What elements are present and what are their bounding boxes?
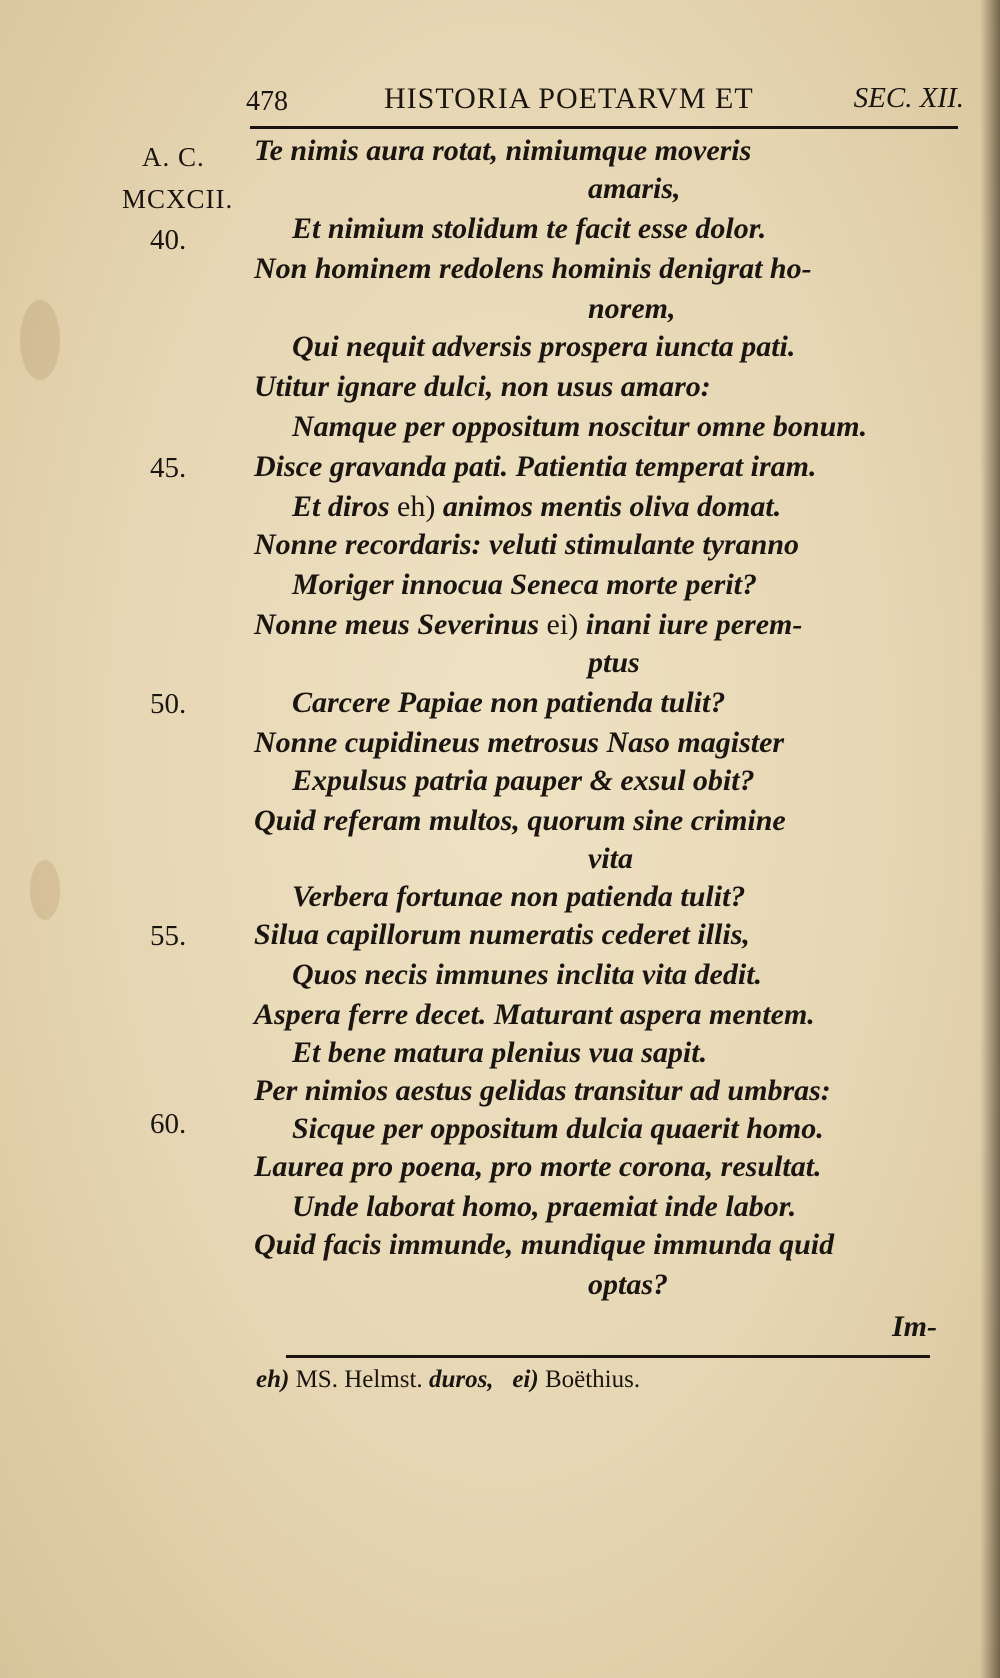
verse-line: Te nimis aura rotat, nimiumque moveris bbox=[254, 134, 752, 167]
line-number: 55. bbox=[150, 920, 187, 952]
margin-year: MCXCII. bbox=[122, 184, 234, 214]
verse-text: Nonne meus Severinus bbox=[254, 608, 540, 641]
page-number: 478 bbox=[246, 86, 288, 117]
verse-line: Et nimium stolidum te facit esse dolor. bbox=[292, 212, 767, 245]
verse-text: Et diros bbox=[292, 490, 390, 523]
paper-stain bbox=[30, 860, 60, 920]
catchword: Im- bbox=[892, 1310, 937, 1343]
footnote-rule bbox=[286, 1355, 930, 1358]
running-head bbox=[246, 80, 964, 124]
header-rule bbox=[250, 126, 958, 129]
verse-line: Disce gravanda pati. Patientia temperat iram. bbox=[254, 450, 817, 483]
verse-line: norem, bbox=[588, 292, 676, 325]
footnote-source: MS. Helmst. bbox=[295, 1366, 423, 1393]
verse-line: optas? bbox=[588, 1268, 669, 1301]
verse-line bbox=[254, 608, 802, 642]
verse-line: ptus bbox=[588, 646, 640, 679]
footnote-mark: eh) bbox=[256, 1366, 290, 1393]
verse-line: vita bbox=[588, 842, 633, 875]
verse-line: Namque per oppositum noscitur omne bonum. bbox=[292, 410, 868, 443]
line-number: 50. bbox=[150, 688, 187, 720]
verse-line: Aspera ferre decet. Maturant aspera mentem. bbox=[254, 998, 815, 1031]
verse-line: Quos necis immunes inclita vita dedit. bbox=[292, 958, 763, 991]
verse-line: Unde laborat homo, praemiat inde labor. bbox=[292, 1190, 797, 1223]
verse-line: Nonne cupidineus metrosus Naso magister bbox=[254, 726, 785, 759]
paper-stain bbox=[20, 300, 60, 380]
verse-line: amaris, bbox=[588, 172, 681, 205]
footnote-variant: duros, bbox=[428, 1366, 494, 1393]
verse-line: Sicque per oppositum dulcia quaerit homo. bbox=[292, 1112, 824, 1145]
line-number: 60. bbox=[150, 1108, 187, 1140]
verse-line: Laurea pro poena, pro morte corona, resultat. bbox=[254, 1150, 822, 1183]
page-edge-shadow bbox=[980, 0, 1000, 1678]
verse-text: animos mentis oliva domat. bbox=[442, 490, 782, 523]
verse-line: Et bene matura plenius vua sapit. bbox=[292, 1036, 708, 1069]
verse-line: Qui nequit adversis prospera iuncta pati. bbox=[292, 330, 796, 363]
verse-line: Silua capillorum numeratis cederet illis, bbox=[254, 918, 750, 951]
line-number: 45. bbox=[150, 452, 187, 484]
verse-line: Moriger innocua Seneca morte perit? bbox=[292, 568, 758, 601]
verse-line: Quid facis immunde, mundique immunda quid bbox=[254, 1228, 835, 1261]
footnote-source: Boëthius. bbox=[544, 1366, 641, 1393]
verse-line: Carcere Papiae non patienda tulit? bbox=[292, 686, 726, 719]
margin-era: A. C. bbox=[142, 142, 205, 172]
verse-line: Expulsus patria pauper & exsul obit? bbox=[292, 764, 755, 797]
footnote-mark: ei) bbox=[512, 1366, 539, 1393]
footnote-ref: eh) bbox=[397, 490, 436, 523]
verse-text: inani iure perem- bbox=[585, 608, 803, 641]
verse-line: Verbera fortunae non patienda tulit? bbox=[292, 880, 746, 913]
verse-line: Nonne recordaris: veluti stimulante tyranno bbox=[254, 528, 800, 561]
header-title: HISTORIA POETARVM ET bbox=[384, 82, 754, 115]
verse-line: Per nimios aestus gelidas transitur ad umbras: bbox=[254, 1074, 831, 1107]
verse-line: Quid referam multos, quorum sine crimine bbox=[254, 804, 786, 837]
verse-line: Non hominem redolens hominis denigrat ho- bbox=[254, 252, 812, 285]
verse-line: Utitur ignare dulci, non usus amaro: bbox=[254, 370, 711, 403]
verse-line bbox=[292, 490, 781, 524]
line-number: 40. bbox=[150, 224, 187, 256]
section-label: SEC. XII. bbox=[853, 82, 964, 114]
footnote-ref: ei) bbox=[546, 608, 579, 641]
footnote bbox=[256, 1366, 640, 1394]
